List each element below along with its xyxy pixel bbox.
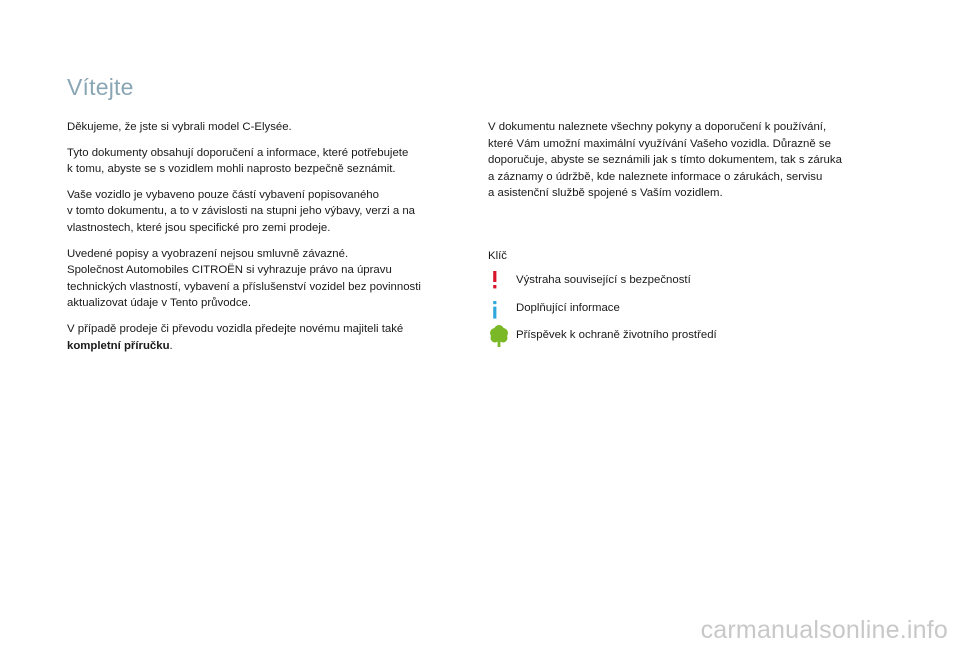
paragraph-equipment: Vaše vozidlo je vybaveno pouze částí vybavení popisovaného v tomto dokumentu, a to v závislosti na stupni jeho výbavy, verzi a na vlastnostech, které jsou specifické pro zemi prodeje. bbox=[67, 188, 416, 234]
warning-exclamation-icon bbox=[488, 270, 510, 292]
intro-right-column bbox=[488, 119, 888, 211]
paragraph-disclaimer: Uvedené popisy a vyobrazení nejsou smluvně závazné. Společnost Automobiles CITROËN si vyhrazuje právo na úpravu technických vlastností, vybavení a příslušenství vozidel bez povinnosti aktualizovat údaje v Tento průvodce. bbox=[67, 247, 421, 310]
transfer-end: . bbox=[169, 339, 173, 352]
tree-icon bbox=[488, 325, 510, 347]
key-item-environment-label: Příspěvek k ochraně životního prostředí bbox=[516, 329, 717, 341]
page-title: Vítejte bbox=[67, 74, 134, 100]
key-item-info-label: Doplňující informace bbox=[516, 302, 620, 314]
transfer-bold-text: kompletní příručku bbox=[67, 339, 170, 352]
paragraph-guide: V dokumentu naleznete všechny pokyny a doporučení k používání, které Vám umožní maximální využívání Vašeho vozidla. Důrazně se doporučuje, abyste se seznámili jak s tímto dokumentem, tak s záruka a záznamy o údržbě, kde naleznete informace o zárukách, servisu a asistenční službě spojené s Vaším vozidlem. bbox=[488, 121, 842, 200]
key-item-warning-label: Výstraha související s bezpečností bbox=[516, 274, 691, 286]
watermark-text: carmanualsonline.info bbox=[700, 616, 948, 644]
key-title: Klíč bbox=[488, 250, 507, 262]
paragraph-transfer bbox=[67, 321, 447, 354]
paragraph-thanks: Děkujeme, že jste si vybrali model C-Elysée. bbox=[67, 121, 292, 133]
intro-left-column bbox=[67, 119, 447, 363]
key-item-environment bbox=[488, 325, 848, 347]
info-icon bbox=[488, 298, 510, 320]
key-item-warning bbox=[488, 270, 848, 292]
key-item-info bbox=[488, 298, 848, 320]
paragraph-documents: Tyto dokumenty obsahují doporučení a informace, které potřebujete k tomu, abyste se s vozidlem mohli naprosto bezpečně seznámit. bbox=[67, 146, 409, 176]
transfer-text: V případě prodeje či převodu vozidla předejte novému majiteli také bbox=[67, 322, 404, 335]
